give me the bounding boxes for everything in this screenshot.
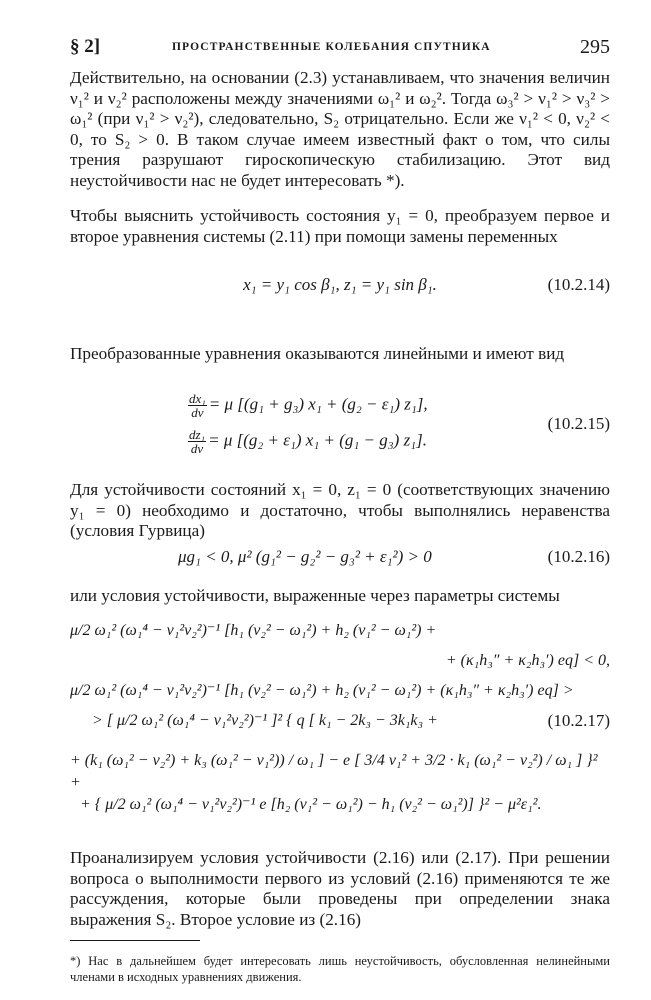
fraction-dx1-dv: $\frac{\text{dx₁}}{dv}$: [189, 391, 206, 420]
paragraph-4-text: Для устойчивости состояний x₁ = 0, z₁ = 0 (соответствующих значению y₁ = 0) необходимо и достаточно, чтобы выполнялись неравенства (условия Гурвица): [70, 480, 610, 540]
equation-14-number: (10.2.14): [547, 275, 610, 294]
paragraph-1: [70, 68, 610, 191]
running-header: [70, 30, 610, 64]
equation-17-line-1: μ/2 ω₁² (ω₁⁴ − ν₁²ν₂²)⁻¹ [h₁ (ν₂² − ω₁²) + h₂ (ν₁² − ω₁²) +: [70, 622, 437, 639]
running-title: ПРОСТРАНСТВЕННЫЕ КОЛЕБАНИЯ СПУТНИКА: [172, 41, 491, 53]
equation-15-line-2: [70, 428, 610, 464]
paragraph-4: [70, 480, 610, 542]
paragraph-6-text: Проанализируем условия устойчивости (2.16) или (2.17). При решении вопроса о выполнимости первого из условий (2.16) применяются те же рассуждения, которые были проведены при определении знака выражения S₂. Второе условие из (2.16): [70, 848, 610, 929]
equation-16-number: (10.2.16): [547, 547, 610, 566]
paragraph-5: [70, 586, 610, 607]
equation-10-2-15: [70, 392, 610, 464]
equation-15-line-1: [70, 392, 610, 428]
section-marker: § 2]: [70, 36, 101, 57]
page-number: 295: [580, 36, 610, 58]
equation-10-2-16: [70, 546, 610, 568]
equation-17-line-2: + (κ₁h₃″ + κ₂h₃′) eq] < 0,: [445, 652, 610, 669]
book-page: [70, 30, 610, 984]
equation-17-line-3: μ/2 ω₁² (ω₁⁴ − ν₁²ν₂²)⁻¹ [h₁ (ν₂² − ω₁²) + h₂ (ν₁² − ω₁²) + (κ₁h₃″ + κ₂h₃′) eq] >: [70, 682, 574, 699]
paragraph-3-text: Преобразованные уравнения оказываются линейными и имеют вид: [70, 344, 565, 363]
equation-15-line-2-rhs: = μ [(g₂ + ε₁) x₁ + (g₁ − g₃) z₁].: [208, 430, 427, 450]
equation-17-line-4: > [ μ/2 ω₁² (ω₁⁴ − ν₁²ν₂²)⁻¹ ]² { q [ k₁ − 2k₃ − 3k₁k₃ +: [92, 712, 438, 729]
footnote-divider: [70, 940, 200, 941]
footnote-text: *) Нас в дальнейшем будет интересовать лишь неустойчивость, обусловленная нелинейными членами в исходных уравнениях движения.: [70, 954, 610, 984]
equation-15-number: (10.2.15): [547, 414, 610, 433]
equation-17-line-6: + { μ/2 ω₁² (ω₁⁴ − ν₁²ν₂²)⁻¹ e [h₂ (ν₁² − ω₁²) − h₁ (ν₂² − ω₁²)] }² − μ²ε₁².: [80, 796, 542, 813]
equation-14-body: x₁ = y₁ cos β₁, z₁ = y₁ sin β₁.: [243, 275, 437, 294]
paragraph-5-text: или условия устойчивости, выраженные через параметры системы: [70, 586, 560, 605]
equation-17-number: (10.2.17): [547, 711, 610, 730]
equation-15-line-1-rhs: = μ [(g₁ + g₃) x₁ + (g₂ − ε₁) z₁],: [208, 394, 428, 414]
paragraph-2: [70, 206, 610, 247]
paragraph-2-text: Чтобы выяснить устойчивость состояния y₁ = 0, преобразуем первое и второе уравнения системы (2.11) при помощи замены переменных: [70, 206, 610, 246]
fraction-dz1-dv: $\frac{\text{dz₁}}{dv}$: [189, 427, 206, 456]
equation-10-2-17: [70, 620, 610, 830]
paragraph-3: [70, 344, 610, 365]
paragraph-6: [70, 848, 610, 930]
footnote-block: [70, 940, 610, 985]
equation-10-2-14: [70, 274, 610, 296]
paragraph-1-text: Действительно, на основании (2.3) устанавливаем, что значения величин ν₁² и ν₂² расположены между значениями ω₁² и ω₂². Тогда ω₃² > ν₁² > ν₃² > ω₁² (при ν₁² > ν₂²), следовательно, S₂ отрицательно. Если же ν₁² < 0, ν₂² < 0, то S₂ > 0. В таком случае имеем известный факт о том, что силы трения разрушают гироскопическую стабилизацию. Этот вид неустойчивости нас не будет интересовать *).: [70, 68, 610, 190]
equation-17-line-5: + (k₁ (ω₁² − ν₂²) + k₃ (ω₁² − ν₁²)) / ω₁ ] − e [ 3/4 ν₁² + 3/2 · k₁ (ω₁² − ν₂²) / ω₁ ] }² +: [70, 752, 598, 791]
equation-16-body: μg₁ < 0, μ² (g₁² − g₂² − g₃² + ε₁²) > 0: [178, 547, 432, 566]
